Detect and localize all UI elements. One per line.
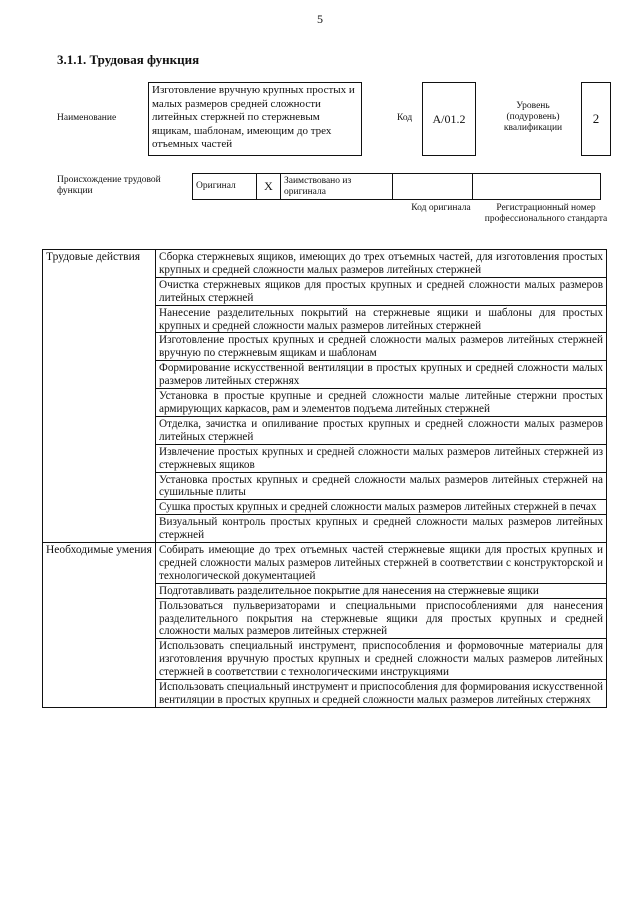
table-cell: Очистка стержневых ящиков для простых крупных и средней сложности малых размеров литейных стержней: [156, 277, 607, 305]
code-original-caption: Код оригинала: [411, 203, 471, 213]
origin-label: Происхождение трудовой функции: [57, 175, 161, 196]
table-cell: Нанесение разделительных покрытий на стержневые ящики и шаблоны для простых крупных и средней сложности малых размеров литейных стержней: [156, 305, 607, 333]
table-cell: Пользоваться пульверизаторами и специальными приспособлениями для нанесения разделительного покрытия на стержневые ящики для простых крупных и средней сложности малых размеров литейных стержней: [156, 598, 607, 639]
table-cell: Визуальный контроль простых крупных и средней сложности малых размеров литейных стержней: [156, 515, 607, 543]
table-cell: Сборка стержневых ящиков, имеющих до трех отъемных частей, для изготовления простых крупных и средней сложности малых размеров литейных стержней: [156, 250, 607, 278]
function-table: [42, 249, 607, 708]
table-row: [43, 543, 607, 584]
table-row: [43, 250, 607, 278]
table-cell: Собирать имеющие до трех отъемных частей стержневые ящики для простых крупных и средней сложности малых размеров литейных стержней в соответствии с конструкторской и технологической документацией: [156, 543, 607, 584]
table-cell: Изготовление простых крупных и средней сложности малых размеров литейных стержней вручную по стержневым ящикам и шаблонам: [156, 333, 607, 361]
original-mark: X: [257, 174, 281, 200]
code-original-cell: [393, 174, 473, 200]
table-cell: Формирование искусственной вентиляции в простых крупных и средней сложности малых размеров литейных стержнях: [156, 361, 607, 389]
table-cell: Установка простых крупных и средней сложности малых размеров литейных стержней на сушильные плиты: [156, 472, 607, 500]
table-cell: Установка в простые крупные и средней сложности малые литейные стержни простых армирующих каркасов, рам и элементов подъема литейных стержней: [156, 389, 607, 417]
section-title: 3.1.1. Трудовая функция: [57, 52, 200, 67]
table-cell: Извлечение простых крупных и средней сложности малых размеров литейных стержней из стержневых ящиков: [156, 444, 607, 472]
level-value: 2: [581, 82, 611, 156]
name-value: Изготовление вручную крупных простых и малых размеров средней сложности литейных стержней по стержневым ящикам, шаблонам, имеющим до трех отъемных частей: [148, 82, 362, 156]
page-number: 5: [317, 12, 323, 26]
table-cell: Сушка простых крупных и средней сложности малых размеров литейных стержней в печах: [156, 500, 607, 515]
code-value: А/01.2: [422, 82, 476, 156]
level-label: Уровень (подуровень) квалификации: [503, 101, 563, 133]
origin-table: [192, 173, 601, 200]
reg-number-cell: [473, 174, 601, 200]
section-label-skills: Необходимые умения: [43, 543, 156, 708]
table-cell: Использовать специальный инструмент и приспособления для формирования искусственной вентиляции в простых крупных и средней сложности малых размеров литейных стержнях: [156, 680, 607, 708]
section-label-actions: Трудовые действия: [43, 250, 156, 543]
reg-number-caption: Регистрационный номер профессионального стандарта: [484, 203, 608, 224]
table-cell: Использовать специальный инструмент, приспособления и формовочные материалы для изготовления вручную простых крупных и средней сложности малых размеров литейных стержней в соответствии с технологическими инструкциями: [156, 639, 607, 680]
table-cell: Отделка, зачистка и опиливание простых крупных и средней сложности малых размеров литейных стержней: [156, 416, 607, 444]
table-cell: Подготавливать разделительное покрытие для нанесения на стержневые ящики: [156, 583, 607, 598]
borrowed-label: Заимствовано из оригинала: [281, 174, 393, 200]
original-label: Оригинал: [193, 174, 257, 200]
code-label: Код: [397, 113, 413, 123]
name-label: Наименование: [57, 113, 117, 123]
